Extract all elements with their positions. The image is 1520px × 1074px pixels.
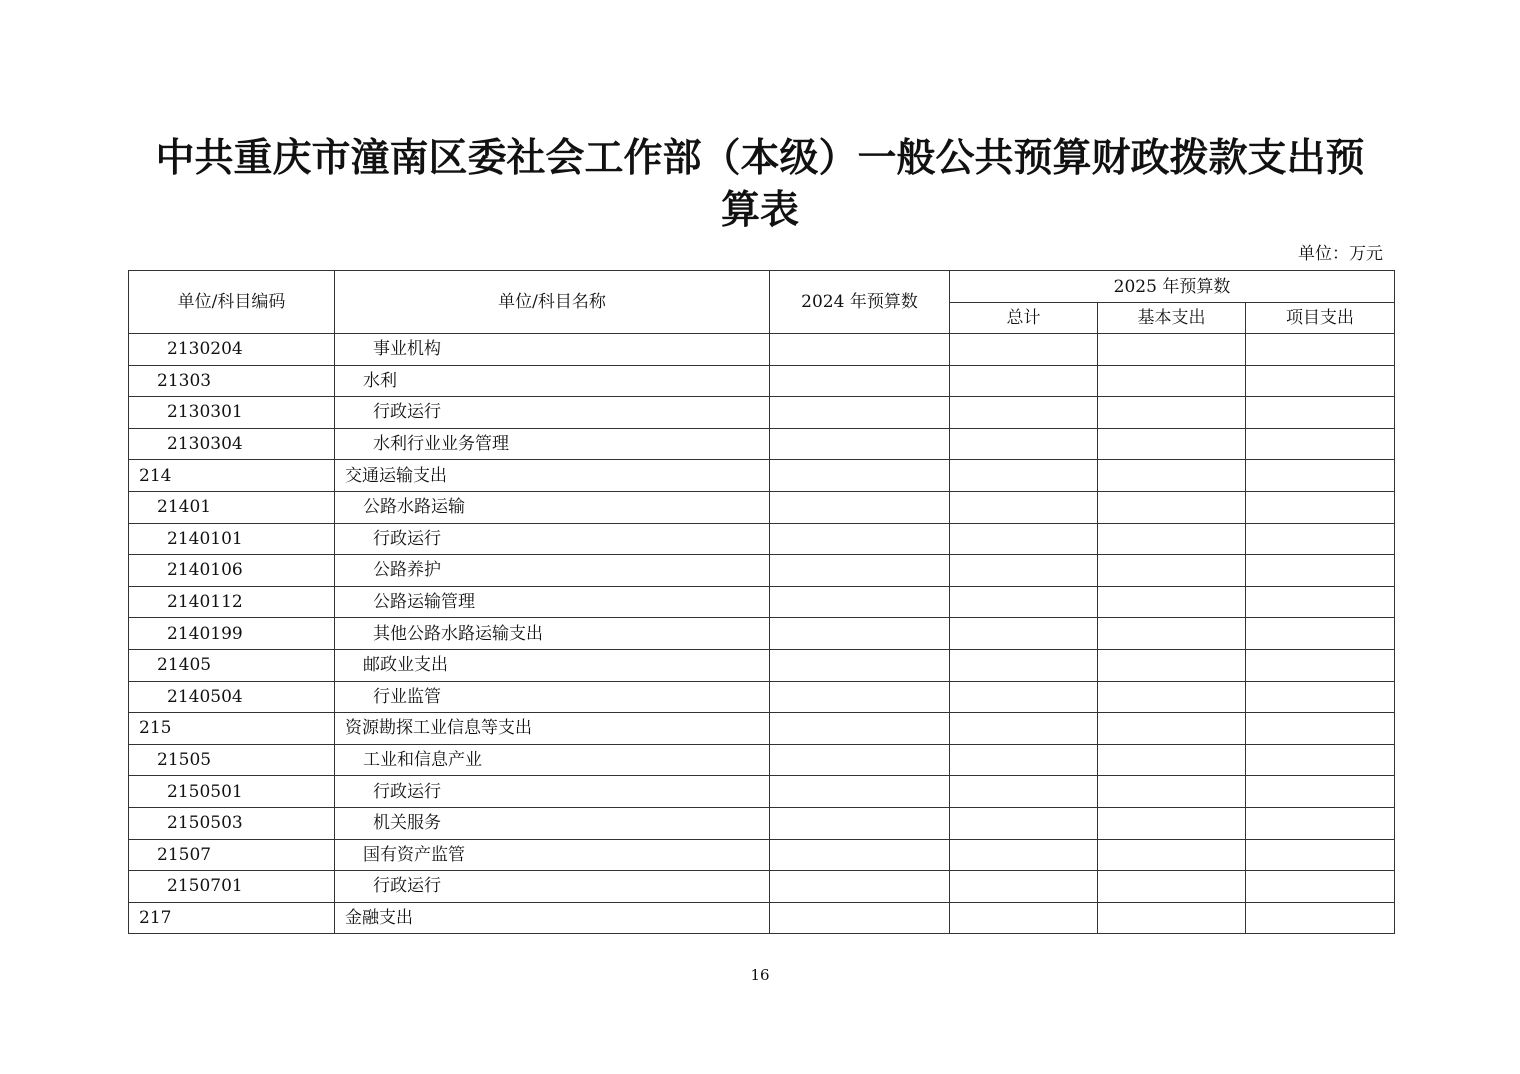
row-total xyxy=(950,776,1098,808)
row-budget-2024 xyxy=(770,681,950,713)
row-basic xyxy=(1098,649,1246,681)
row-basic xyxy=(1098,871,1246,903)
row-budget-2024 xyxy=(770,902,950,934)
row-basic xyxy=(1098,744,1246,776)
row-code: 2140101 xyxy=(129,523,335,555)
row-basic xyxy=(1098,586,1246,618)
row-code: 215 xyxy=(129,713,335,745)
page-title-line-2: 算表 xyxy=(720,187,799,233)
row-name: 交通运输支出 xyxy=(335,460,770,492)
row-name: 行业监管 xyxy=(335,681,770,713)
row-code: 2130301 xyxy=(129,397,335,429)
row-basic xyxy=(1098,555,1246,587)
row-budget-2024 xyxy=(770,744,950,776)
row-basic xyxy=(1098,681,1246,713)
row-code: 2150701 xyxy=(129,871,335,903)
row-project xyxy=(1246,871,1395,903)
row-basic xyxy=(1098,365,1246,397)
header-basic: 基本支出 xyxy=(1098,303,1246,334)
row-budget-2024 xyxy=(770,776,950,808)
row-name: 资源勘探工业信息等支出 xyxy=(335,713,770,745)
row-code: 2150501 xyxy=(129,776,335,808)
row-name: 国有资产监管 xyxy=(335,839,770,871)
budget-table-body xyxy=(129,334,1395,934)
row-code: 21303 xyxy=(129,365,335,397)
row-project xyxy=(1246,555,1395,587)
row-budget-2024 xyxy=(770,839,950,871)
row-name: 邮政业支出 xyxy=(335,649,770,681)
row-budget-2024 xyxy=(770,649,950,681)
table-row xyxy=(129,807,1395,839)
row-code: 2140504 xyxy=(129,681,335,713)
row-total xyxy=(950,555,1098,587)
row-total xyxy=(950,618,1098,650)
header-project: 项目支出 xyxy=(1246,303,1395,334)
row-budget-2024 xyxy=(770,523,950,555)
header-code: 单位/科目编码 xyxy=(129,271,335,334)
row-basic xyxy=(1098,428,1246,460)
row-name: 行政运行 xyxy=(335,397,770,429)
row-code: 21401 xyxy=(129,491,335,523)
row-project xyxy=(1246,586,1395,618)
row-project xyxy=(1246,902,1395,934)
row-total xyxy=(950,334,1098,366)
row-project xyxy=(1246,334,1395,366)
row-project xyxy=(1246,523,1395,555)
row-code: 214 xyxy=(129,460,335,492)
row-basic xyxy=(1098,334,1246,366)
row-total xyxy=(950,744,1098,776)
row-budget-2024 xyxy=(770,807,950,839)
table-row xyxy=(129,491,1395,523)
table-row xyxy=(129,839,1395,871)
table-row xyxy=(129,365,1395,397)
row-project xyxy=(1246,713,1395,745)
budget-table xyxy=(128,270,1395,934)
row-project xyxy=(1246,649,1395,681)
row-budget-2024 xyxy=(770,713,950,745)
row-total xyxy=(950,871,1098,903)
row-total xyxy=(950,586,1098,618)
row-budget-2024 xyxy=(770,618,950,650)
row-basic xyxy=(1098,460,1246,492)
table-row xyxy=(129,776,1395,808)
row-project xyxy=(1246,807,1395,839)
header-budget-2025: 2025 年预算数 xyxy=(950,271,1395,303)
row-project xyxy=(1246,776,1395,808)
table-row xyxy=(129,397,1395,429)
row-code: 2140106 xyxy=(129,555,335,587)
table-row xyxy=(129,713,1395,745)
table-row xyxy=(129,649,1395,681)
row-total xyxy=(950,807,1098,839)
row-total xyxy=(950,902,1098,934)
row-name: 事业机构 xyxy=(335,334,770,366)
row-code: 2130304 xyxy=(129,428,335,460)
row-basic xyxy=(1098,839,1246,871)
row-name: 金融支出 xyxy=(335,902,770,934)
page-number: 16 xyxy=(750,966,770,984)
row-name: 行政运行 xyxy=(335,871,770,903)
row-basic xyxy=(1098,397,1246,429)
table-row xyxy=(129,586,1395,618)
row-code: 2140199 xyxy=(129,618,335,650)
row-code: 2140112 xyxy=(129,586,335,618)
row-total xyxy=(950,523,1098,555)
row-budget-2024 xyxy=(770,586,950,618)
table-row xyxy=(129,871,1395,903)
table-row xyxy=(129,744,1395,776)
row-budget-2024 xyxy=(770,555,950,587)
row-name: 其他公路水路运输支出 xyxy=(335,618,770,650)
row-project xyxy=(1246,744,1395,776)
row-project xyxy=(1246,397,1395,429)
row-name: 行政运行 xyxy=(335,776,770,808)
row-budget-2024 xyxy=(770,397,950,429)
row-basic xyxy=(1098,713,1246,745)
row-total xyxy=(950,713,1098,745)
row-total xyxy=(950,365,1098,397)
row-name: 机关服务 xyxy=(335,807,770,839)
row-project xyxy=(1246,839,1395,871)
row-total xyxy=(950,649,1098,681)
row-code: 21505 xyxy=(129,744,335,776)
unit-label: 单位：万元 xyxy=(1298,244,1383,264)
row-name: 公路水路运输 xyxy=(335,491,770,523)
row-total xyxy=(950,839,1098,871)
row-name: 水利行业业务管理 xyxy=(335,428,770,460)
row-total xyxy=(950,491,1098,523)
header-budget-2024: 2024 年预算数 xyxy=(770,271,950,334)
row-code: 2150503 xyxy=(129,807,335,839)
header-name: 单位/科目名称 xyxy=(335,271,770,334)
table-row xyxy=(129,555,1395,587)
row-budget-2024 xyxy=(770,428,950,460)
row-code: 2130204 xyxy=(129,334,335,366)
row-total xyxy=(950,428,1098,460)
table-row xyxy=(129,618,1395,650)
row-project xyxy=(1246,618,1395,650)
row-budget-2024 xyxy=(770,334,950,366)
row-budget-2024 xyxy=(770,491,950,523)
row-basic xyxy=(1098,807,1246,839)
row-code: 21405 xyxy=(129,649,335,681)
page-title xyxy=(0,132,1520,236)
row-project xyxy=(1246,365,1395,397)
row-budget-2024 xyxy=(770,871,950,903)
row-name: 公路运输管理 xyxy=(335,586,770,618)
row-name: 工业和信息产业 xyxy=(335,744,770,776)
row-project xyxy=(1246,491,1395,523)
row-basic xyxy=(1098,523,1246,555)
row-code: 21507 xyxy=(129,839,335,871)
budget-table-header xyxy=(129,271,1395,334)
table-row xyxy=(129,334,1395,366)
row-project xyxy=(1246,460,1395,492)
row-total xyxy=(950,681,1098,713)
row-code: 217 xyxy=(129,902,335,934)
table-row xyxy=(129,460,1395,492)
table-row xyxy=(129,523,1395,555)
row-name: 公路养护 xyxy=(335,555,770,587)
table-row xyxy=(129,428,1395,460)
row-basic xyxy=(1098,902,1246,934)
table-row xyxy=(129,681,1395,713)
row-total xyxy=(950,460,1098,492)
row-basic xyxy=(1098,491,1246,523)
header-total: 总计 xyxy=(950,303,1098,334)
row-total xyxy=(950,397,1098,429)
page-title-line-1: 中共重庆市潼南区委社会工作部（本级）一般公共预算财政拨款支出预 xyxy=(155,135,1365,181)
row-name: 水利 xyxy=(335,365,770,397)
table-row xyxy=(129,902,1395,934)
row-budget-2024 xyxy=(770,460,950,492)
row-project xyxy=(1246,681,1395,713)
row-name: 行政运行 xyxy=(335,523,770,555)
row-budget-2024 xyxy=(770,365,950,397)
row-project xyxy=(1246,428,1395,460)
row-basic xyxy=(1098,776,1246,808)
row-basic xyxy=(1098,618,1246,650)
